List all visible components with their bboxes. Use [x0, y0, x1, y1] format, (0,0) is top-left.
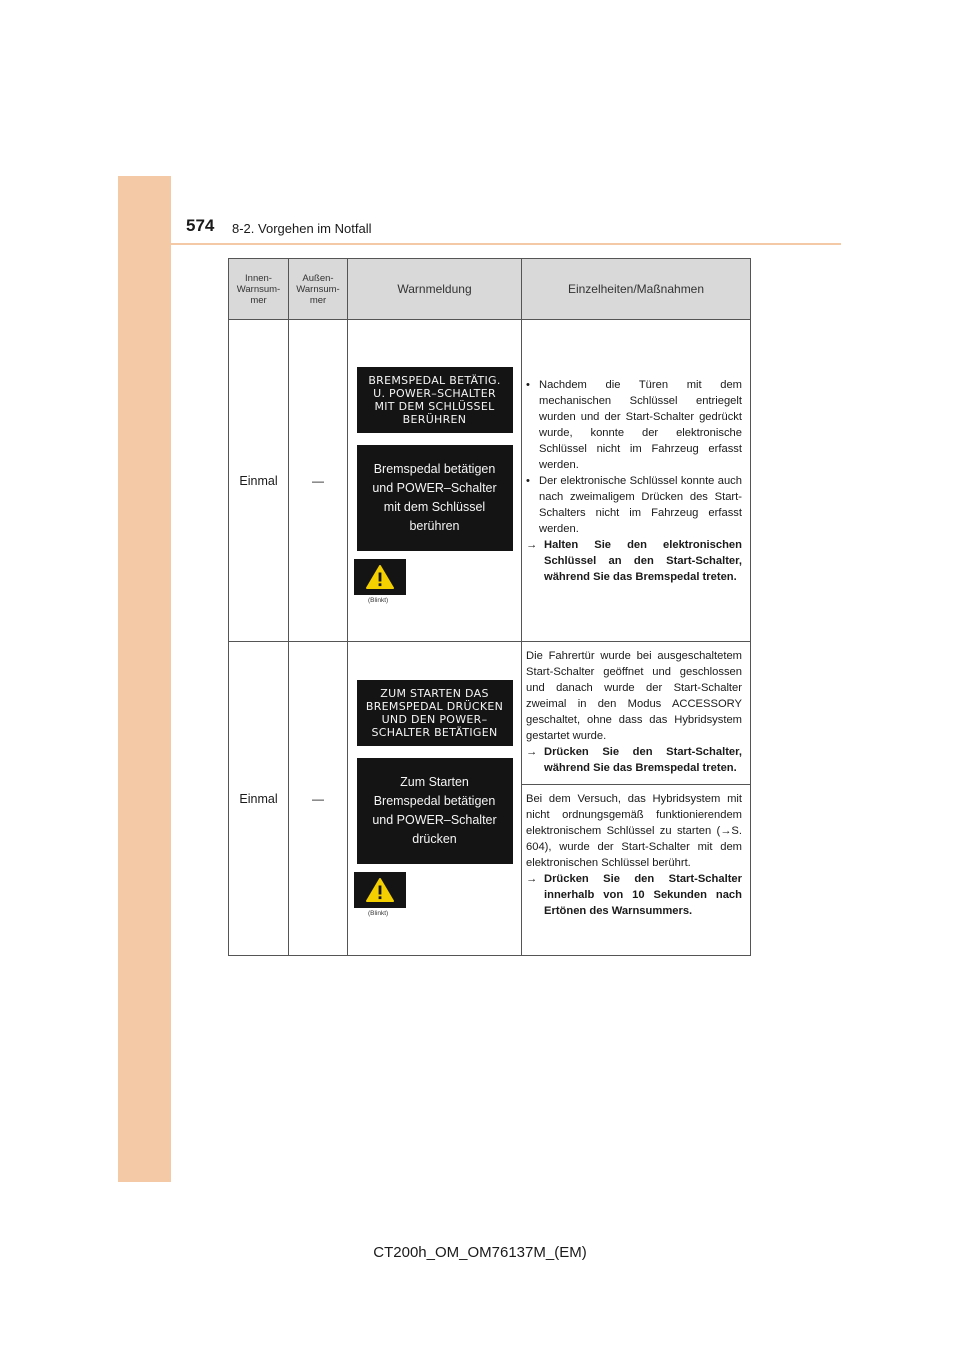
blink-label: (Blinkt): [368, 597, 389, 604]
col-header-warnmeldung: Warnmeldung: [348, 259, 522, 320]
warning-table: [228, 258, 751, 956]
message-cell: [348, 320, 522, 642]
action-instruction: → Drücken Sie den Start-Schalter innerhalb von 10 Sekunden nach Ertönen des Warnsummers.: [526, 873, 742, 917]
display-message-mixed: Bremspedal betätigen und POWER–Schalter mit dem Schlüssel berühren: [357, 445, 513, 551]
aussen-cell: —: [289, 320, 348, 642]
innen-cell: Einmal: [229, 642, 289, 956]
warning-indicator: [354, 872, 406, 908]
details-cell: [522, 642, 751, 956]
warning-triangle-icon: [365, 877, 395, 903]
page-number: 574: [186, 216, 215, 235]
col-header-einzelheiten: Einzelheiten/Maßnahmen: [522, 259, 751, 320]
table-row: [229, 320, 751, 642]
action-instruction: → Halten Sie den elektronischen Schlüssel an den Start-Schalter, während Sie das Bremspedal treten.: [526, 538, 742, 583]
side-tab-band: [118, 176, 171, 1182]
table-header-row: [229, 259, 751, 320]
innen-cell: Einmal: [229, 320, 289, 642]
warning-triangle-icon: [365, 564, 395, 590]
table-row: [229, 642, 751, 956]
col-header-innen: Innen- Warnsum- mer: [229, 259, 289, 320]
warning-indicator: [354, 559, 406, 595]
header-rule: [171, 243, 841, 245]
footer-code: CT200h_OM_OM76137M_(EM): [373, 1244, 587, 1261]
list-item: • Der elektronische Schlüssel konnte auch nach zweimaligem Drücken des Start-Schalters nicht im Fahrzeug erfasst werden.: [526, 474, 742, 535]
action-instruction: → Drücken Sie den Start-Schalter, während Sie das Bremspedal treten.: [526, 746, 742, 774]
blink-label: (Blinkt): [368, 910, 389, 917]
aussen-cell: —: [289, 642, 348, 956]
display-message-mixed: Zum Starten Bremspedal betätigen und POWER–Schalter drücken: [357, 758, 513, 864]
details-part-2: Bei dem Versuch, das Hybridsystem mit nicht ordnungsgemäß funktionierendem elektronischem Schlüssel zu starten (→S. 604), wurde der Start-Schalter mit dem elektronischen Schlüssel berührt. → Drücken Sie den Start-Schalter innerhalb von 10 Sekunden nach Ertönen des Warnsummers.: [522, 784, 750, 927]
message-cell: [348, 642, 522, 956]
details-cell: [522, 320, 751, 642]
display-message-upper: BREMSPEDAL BETÄTIG. U. POWER–SCHALTER MIT DEM SCHLÜSSEL BERÜHREN: [357, 367, 513, 433]
section-title: 8-2. Vorgehen im Notfall: [232, 221, 372, 236]
display-message-upper: ZUM STARTEN DAS BREMSPEDAL DRÜCKEN UND DEN POWER– SCHALTER BETÄTIGEN: [357, 680, 513, 746]
col-header-aussen: Außen- Warnsum- mer: [289, 259, 348, 320]
list-item: • Nachdem die Türen mit dem mechanischen Schlüssel entriegelt wurden und der Start-Schalter gedrückt wurde, konnte der elektronische Schlüssel nicht im Fahrzeug erfasst werden.: [526, 378, 742, 471]
details-part-1: Die Fahrertür wurde bei ausgeschaltetem Start-Schalter geöffnet und geschlossen und danach wurde der Start-Schalter zweimal in den Modus ACCESSORY geschaltet, ohne dass das Hybridsystem gestartet wurde. → Drücken Sie den Start-Schalter, während Sie das Bremspedal treten.: [526, 650, 742, 774]
